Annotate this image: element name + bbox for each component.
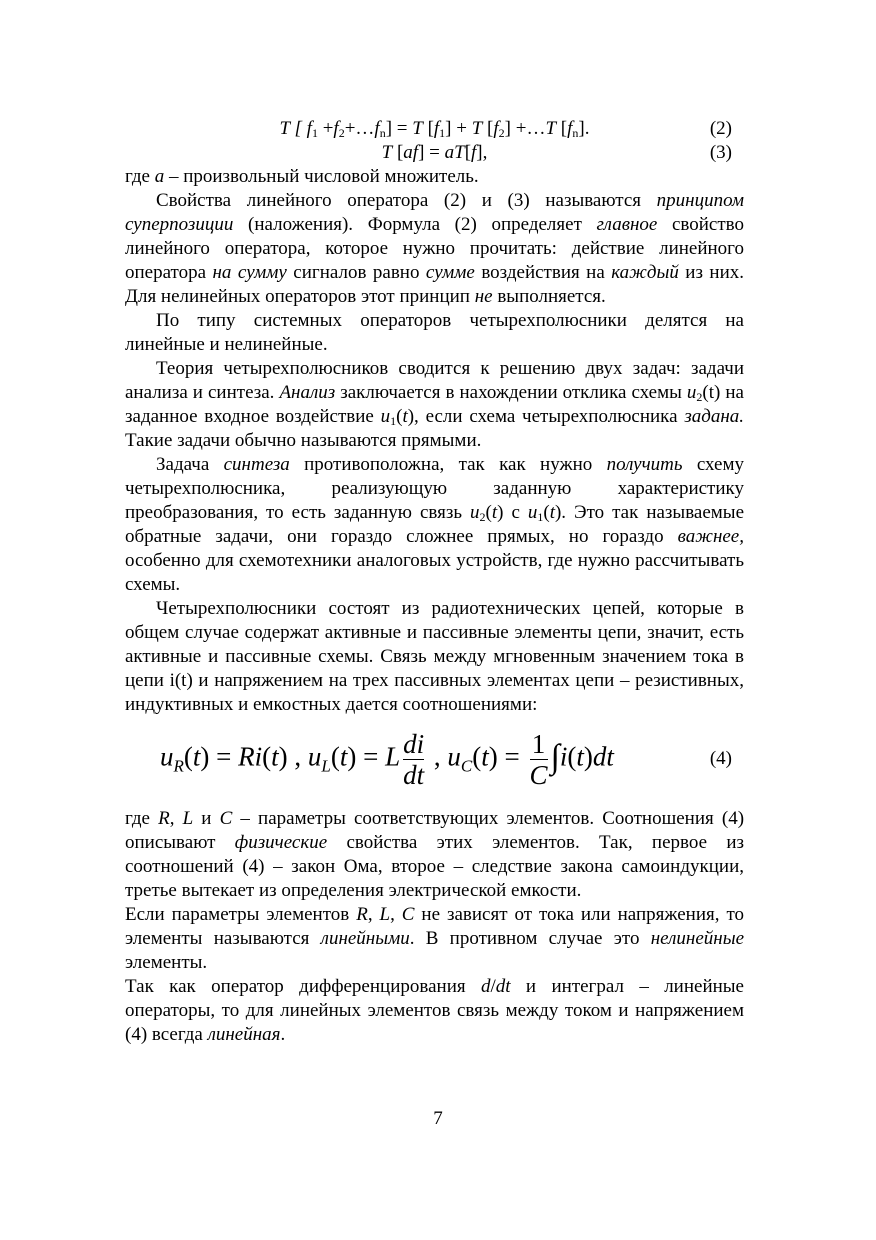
text-run: ( (396, 406, 403, 427)
eq4-op: ) (347, 741, 357, 772)
text-run: ). Это так называемые обратные задачи, они гораздо сложнее прямых, но гораздо (125, 502, 745, 547)
italic-run: u (527, 502, 538, 523)
paragraph-1 (125, 165, 744, 189)
text-run: выполняется. (492, 286, 606, 307)
eq2-sub: 2 (338, 126, 345, 140)
eq2-op: ]. (578, 118, 590, 139)
equation-4-number: (4) (709, 748, 732, 769)
eq2-op: [ (556, 118, 568, 139)
text-run: . (280, 1024, 286, 1045)
page-number: 7 (433, 1108, 443, 1129)
text-run: не зависят от тока или напряжения, то элементы называются (125, 904, 745, 949)
italic-run: линейная (207, 1024, 281, 1045)
equation-2-number: (2) (709, 118, 732, 139)
eq4-op: ) (278, 741, 288, 772)
eq2-f: f (493, 118, 499, 139)
paragraph-7 (125, 807, 744, 903)
text-run: Если параметры элементов (125, 904, 357, 925)
eq2-T: T (545, 118, 557, 139)
italic-run: получить (606, 454, 683, 475)
eq3-aT: aT (444, 142, 465, 163)
text-run: особенно для схемотехники аналоговых устройств, где нужно рассчитывать схемы. (125, 550, 744, 595)
eq2-sub: n (572, 126, 579, 140)
paragraph-8 (125, 903, 744, 975)
eq4-op: , (427, 741, 448, 772)
eq4-sub: L (321, 756, 331, 776)
italic-run: C (219, 808, 233, 829)
eq4-var: i (559, 741, 568, 772)
eq4-op: ) (200, 741, 210, 772)
text-run: (наложения). Формула (2) определяет (233, 214, 597, 235)
text-run: Теория четырехполюсников сводится к решению двух задач: задачи анализа и синтеза. (125, 358, 744, 403)
eq4-op: = (497, 741, 527, 772)
text-run: , (169, 808, 183, 829)
eq4-sub: C (460, 756, 473, 776)
text-run: / (490, 976, 496, 997)
paragraph-9 (125, 975, 744, 1047)
eq2-op: + (317, 118, 334, 139)
text-run: ) с (497, 502, 528, 523)
italic-run: dt (495, 976, 511, 997)
eq3-op: [ (464, 142, 472, 163)
eq4-op: ( (330, 741, 340, 772)
eq3-af: af (403, 142, 419, 163)
equation-2-formula (125, 117, 744, 141)
italic-run: линейными (320, 928, 410, 949)
eq4-numerator: di (403, 729, 425, 759)
eq4-var: dt (592, 741, 614, 772)
eq4-op: ( (567, 741, 577, 772)
eq2-sub: 1 (311, 126, 318, 140)
eq4-var: u (307, 741, 322, 772)
eq3-f: f (471, 142, 477, 163)
italic-run: u (470, 502, 480, 523)
subscript: 1 (390, 414, 397, 428)
eq4-var: u (447, 741, 461, 772)
eq4-op: ( (183, 741, 193, 772)
eq3-op: ], (476, 142, 488, 163)
eq4-var: t (192, 741, 201, 772)
eq4-fraction-di-dt (403, 729, 424, 790)
subscript: 2 (696, 390, 703, 404)
text-run: Так как оператор дифференцирования (125, 976, 481, 997)
text-run: свойства этих элементов. Так, первое из соотношений (4) – закон Ома, второе – следствие закона самоиндукции, третье вытекает из определения электрической емкости. (125, 832, 744, 901)
italic-run: a (154, 166, 165, 187)
eq4-op: = (209, 741, 239, 772)
equation-3 (125, 141, 744, 165)
paragraph-2 (125, 189, 744, 309)
equation-2 (125, 117, 744, 141)
eq4-op: ) (583, 741, 593, 772)
eq4-var: t (271, 741, 279, 772)
text-run: Четырехполюсники состоят из радиотехнических цепей, которые в общем случае содержат активные и пассивные элементы цепи, значит, есть активные и пассивные схемы. Связь между мгновенным значением тока в цепи i(t) и напряжением на трех пассивных элементах цепи – резистивных, индуктивных и емкостных дается соотношениями: (125, 598, 744, 715)
text-run: , (367, 904, 380, 925)
eq2-T: T [ (279, 118, 307, 139)
text-run: Свойства линейного оператора (2) и (3) называются (156, 190, 657, 211)
text-run: Такие задачи обычно называются прямыми. (125, 430, 482, 451)
italic-run: d (480, 976, 491, 997)
text-run: где (125, 808, 159, 829)
italic-run: L (182, 808, 194, 829)
italic-run: важнее, (677, 526, 744, 547)
italic-run: C (401, 904, 415, 925)
subscript: 1 (537, 510, 544, 524)
text-run: и (193, 808, 220, 829)
italic-run: физические (234, 832, 328, 853)
text-run: элементы. (125, 952, 208, 973)
integral-sign: ∫ (550, 738, 560, 776)
eq2-f: f (306, 118, 312, 139)
italic-run: принципом суперпозиции (125, 190, 744, 235)
eq2-sub: 2 (498, 126, 505, 140)
eq4-fraction-1-c (530, 729, 548, 790)
text-run: ( (485, 502, 492, 523)
text-run: ( (543, 502, 550, 523)
italic-run: u (380, 406, 391, 427)
page-body (125, 117, 744, 1047)
text-run: . В противном случае это (409, 928, 651, 949)
eq4-op: = (356, 741, 386, 772)
text-run: – произвольный числовой множитель. (164, 166, 479, 187)
eq2-f: f (433, 118, 440, 139)
text-run: (t) на заданное входное воздействие (125, 382, 744, 427)
italic-run: Анализ (279, 382, 336, 403)
eq4-op: ( (262, 741, 272, 772)
italic-run: R (356, 904, 368, 925)
text-run: ), если схема четырехполюсника (407, 406, 685, 427)
italic-run: синтеза (223, 454, 290, 475)
italic-run: нелинейные (650, 928, 745, 949)
text-run: сигналов равно (286, 262, 426, 283)
eq3-op: [ (392, 142, 404, 163)
italic-run: задана. (684, 406, 745, 427)
eq3-T: T (381, 142, 393, 163)
italic-run: не (474, 286, 493, 307)
italic-run: каждый (611, 262, 679, 283)
eq2-sub: n (379, 126, 386, 140)
text-run: противоположна, так как нужно (289, 454, 607, 475)
eq4-numerator: 1 (530, 729, 548, 760)
eq4-denominator: dt (403, 760, 425, 790)
eq2-f: f (567, 118, 573, 139)
eq2-sub: 1 (439, 126, 446, 140)
italic-run: L (379, 904, 391, 925)
eq4-var: t (576, 741, 584, 772)
equation-4-formula (160, 729, 614, 790)
eq4-var: t (339, 741, 348, 772)
equation-3-number: (3) (709, 142, 732, 163)
text-run: схему четырехполюсника, реализующую заданную характеристику преобразования, то есть заданную связь (125, 454, 745, 523)
italic-run: R (158, 808, 170, 829)
text-run: заключается в нахождении отклика схемы (335, 382, 687, 403)
paragraph-4 (125, 357, 744, 453)
eq4-op: ) (488, 741, 498, 772)
eq4-var: t (481, 741, 489, 772)
eq2-op: [ (422, 118, 434, 139)
eq4-denominator: C (529, 760, 548, 790)
eq2-T: T (471, 118, 483, 139)
eq2-T: T (412, 118, 423, 139)
eq2-op: ] = (385, 118, 413, 139)
italic-run: сумме (425, 262, 475, 283)
text-run: и интеграл – линейные операторы, то для линейных элементов связь между током и напряжением (4) всегда (125, 976, 744, 1045)
eq4-op: , (287, 741, 308, 772)
italic-run: u (686, 382, 697, 403)
italic-run: t (402, 406, 408, 427)
text-run: где (125, 166, 155, 187)
eq2-f: f (374, 118, 380, 139)
eq2-op: +… (344, 118, 375, 139)
eq4-var: Ri (238, 741, 263, 772)
text-run: воздействия на (474, 262, 612, 283)
eq4-var: L (385, 741, 401, 772)
italic-run: t (549, 502, 555, 523)
equation-3-formula (125, 141, 744, 165)
equation-4 (125, 721, 744, 805)
eq3-op: ] = (418, 142, 445, 163)
eq2-op: [ (482, 118, 494, 139)
eq4-op: ( (472, 741, 482, 772)
eq2-f: f (333, 118, 339, 139)
eq2-op: ] + (445, 118, 472, 139)
text-run: Задача (156, 454, 224, 475)
eq4-var: u (160, 741, 174, 772)
subscript: 2 (479, 510, 486, 524)
text-run: из них. Для нелинейных операторов этот принцип (125, 262, 745, 307)
paragraph-5 (125, 453, 744, 597)
paragraph-6 (125, 597, 744, 717)
eq4-sub: R (173, 756, 184, 776)
italic-run: t (491, 502, 498, 523)
text-run: – параметры соответствующих элементов. Соотношения (4) описывают (125, 808, 745, 853)
italic-run: главное (596, 214, 658, 235)
text-run: По типу системных операторов четырехполюсники делятся на линейные и нелинейные. (125, 310, 744, 355)
text-run: , (390, 904, 402, 925)
eq2-op: ] +… (504, 118, 546, 139)
paragraph-3 (125, 309, 744, 357)
text-run: свойство линейного оператора, которое нужно прочитать: действие линейного оператора (125, 214, 744, 283)
italic-run: на сумму (212, 262, 287, 283)
